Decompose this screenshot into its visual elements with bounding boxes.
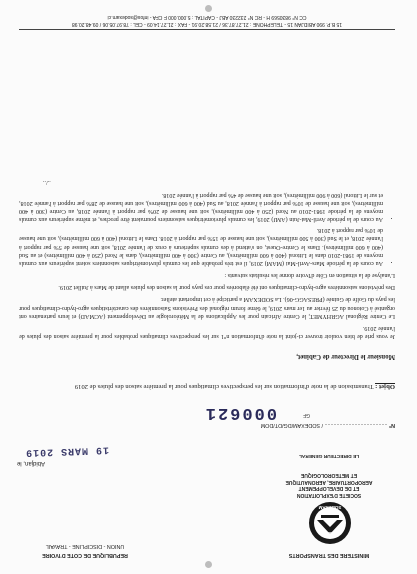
results-list — [19, 191, 395, 267]
body-paragraph: Je vous prie de bien vouloir trouver ci-joint la note d'information n°1 sur les perspectives climatiques probables pour la première saison des pluies de l'année 2019. — [19, 324, 395, 339]
organization-name — [263, 472, 395, 498]
reference-line — [195, 422, 395, 428]
republic-name: REPUBLIQUE DE COTE D'IVOIRE — [42, 552, 128, 558]
punch-hole — [205, 561, 212, 568]
letterhead-footer — [19, 14, 395, 31]
org-line-1: SOCIETE D'EXPLOITATION — [296, 492, 362, 498]
reference-prefix: N° — [388, 422, 395, 428]
subject-text: Transmission de la note d'information sur les perspectives climatiques pour la première saison des pluies de 2019 — [74, 383, 374, 390]
ministry-header — [259, 551, 399, 558]
sodexam-logo-icon — [307, 500, 353, 546]
reference-number-stamp: 000621 — [203, 403, 277, 422]
national-motto: UNION - DISCIPLINE - TRAVAIL — [45, 543, 125, 550]
republic-header — [15, 543, 155, 559]
reference-suffix: / SODEXAM/DG/DT/DOM — [260, 422, 324, 428]
body-paragraph: Le Centre Régional AGRHYMET, le Centre Africain pour les Applications de la Météorologie au Développement (ACMAD) et leurs partenaires ont organisé à Cotonou du 25 février au 1er mars 2019, le 6ème forum régional des Prévisions Saisonnières des caractéristiques agro-hydro-climatiques pour les pays du Golfe de Guinée (PRESAGG-06). La SODEXAM a participé à cet important atelier. — [19, 296, 395, 319]
org-line-4: ET METEOROLOGIQUE — [300, 472, 358, 479]
org-line-3: AEROPORTUAIRE, AERONAUTIQUE — [285, 479, 373, 485]
body-paragraph: Des prévisions saisonnières agro-hydro-climatiques ont été élaborées pour ces pays pour la saison des pluies allant de Mars à Juillet 2019. — [58, 284, 395, 291]
director-title: LE DIRECTEUR GENERAL — [298, 453, 360, 458]
reference-dots: .......................................... — [324, 422, 388, 428]
continued-marker: ../.. — [43, 179, 51, 186]
salutation: Monsieur le Directeur de Cabinet, — [296, 353, 395, 360]
subject-block — [23, 381, 395, 390]
footer-address: 15 B.P. 990 ABIDJAN 15 - TELEPHONE : 21.27.87.36 / 21.58.20.91 - FAX : 21.27.14.09 - CEL : 78.97.05.06 / 09.48.20.98 — [71, 21, 343, 27]
body-paragraph: L'analyse de la situation en Côte d'Ivoire donne les résultats suivants : — [224, 272, 395, 279]
org-line-2: ET DE DEVELOPPEMENT — [298, 485, 360, 492]
subject-label: Objet : — [375, 383, 395, 390]
result-item: • Au cours de la période Avril-Mai-Juin (AMJ) 2019, les cumuls pluviométriques saisonniers pourraient être proches, et même supérieurs aux cumuls moyens de la période 1981-2010 au Nord (250 à 400 millimètres), soit une hausse de 20% par rapport à l'année 2018, au Centre (300 à 400 millimètres), soit une hausse de 10% par rapport à l'année 2018, au Sud (400 à 600 millimètres), soit une hausse de 28% par rapport à l'année 2018, et sur le Littoral (600 à 900 millimètres), soit une hausse de 4% par rapport à l'année 2018. — [19, 191, 383, 224]
letter-body — [19, 174, 395, 340]
place-label: Abidjan, le — [17, 460, 46, 466]
logo-text: SODEXAM — [318, 505, 342, 510]
handwritten-initials: GF — [303, 412, 310, 418]
result-item: • Au cours de la période Mars-Avril-Mai (MAM) 2019, il est très probable que les cumuls pluviométriques saisonniers soient supérieurs aux cumuls moyens de 1981-2010 dans le Littoral (400 à 600 millimètres), au Centre (300 à 400 millimètres), dans le Nord (250 à 400 millimètres) et au Sud (400 à 600 millimètres). Dans le Centre-Ouest, on s'attend à des cumuls supérieurs à ceux de l'année 2018, soit une hausse de 5% par rapport à l'année 2018, et le Sud (300 à 500 millimètres), soit une hausse de 15% par rapport à 2018. Dans le Littoral (400 à 600 millimètres), soit une hausse de 10% par rapport à 2018. — [19, 226, 383, 267]
ministry-name: MINISTERE DES TRANSPORTS — [288, 552, 370, 558]
punch-hole — [205, 5, 212, 12]
footer-registration: CC N° 9830569 H - RC N° 232230 ABJ - CAPITAL : 5.000.000 F CFA - infos@sodexam.ci — [107, 14, 307, 21]
date-stamp: 19 MARS 2019 — [24, 443, 110, 458]
